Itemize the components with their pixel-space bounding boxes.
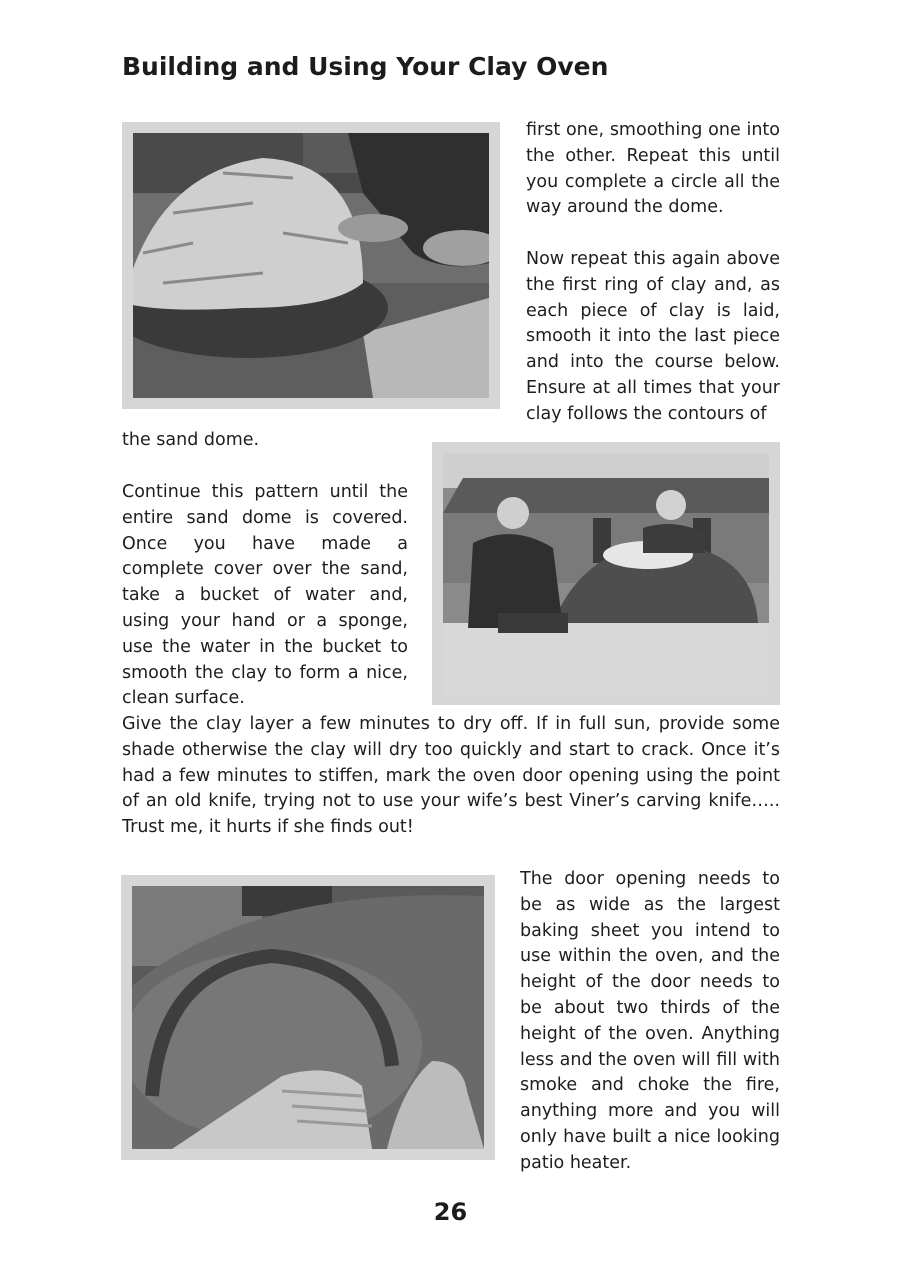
- photo-frame-3: [121, 875, 495, 1160]
- photo-hands-smoothing-clay: [132, 886, 484, 1149]
- paragraph-4: Continue this pattern until the entire sand dome is covered. Once you have made a complete cover over the sand, take a bucket of water and, using your hand or a sponge, use the water in the bucket to smooth the clay to form a nice, clean surface.: [122, 482, 408, 709]
- photo-clay-ring-on-newspaper-dome: [133, 133, 489, 398]
- photo-two-builders-with-clay-dome: [443, 453, 769, 694]
- paragraph-5: Give the clay layer a few minutes to dry off. If in full sun, provide some shade otherwise the clay will dry too quickly and start to crack. Once it’s had a few minutes to stiffen, mark the oven door opening using the point of an old knife, trying not to use your wife’s best Viner’s carving knife….. Trust me, it hurts if she finds out!: [122, 714, 780, 838]
- page-title: Building and Using Your Clay Oven: [122, 52, 609, 81]
- page-number: 26: [433, 1198, 468, 1226]
- paragraph-2: Now repeat this again above the first ring of clay and, as each piece of clay is laid, smooth it into the last piece and into the course below. Ensure at all times that your clay follows the contours of: [526, 249, 780, 424]
- paragraph-3: the sand dome.: [122, 430, 260, 450]
- paragraph-6: The door opening needs to be as wide as the largest baking sheet you intend to use within the oven, and the height of the door needs to be about two thirds of the height of the oven. Anything less and the oven will fill with smoke and choke the fire, anything more and you will only have built a nice looking patio heater.: [520, 869, 780, 1173]
- paragraph-1: first one, smoothing one into the other. Repeat this until you complete a circle all the way around the dome.: [526, 120, 780, 218]
- photo-frame-1: [122, 122, 500, 409]
- photo-frame-2: [432, 442, 780, 705]
